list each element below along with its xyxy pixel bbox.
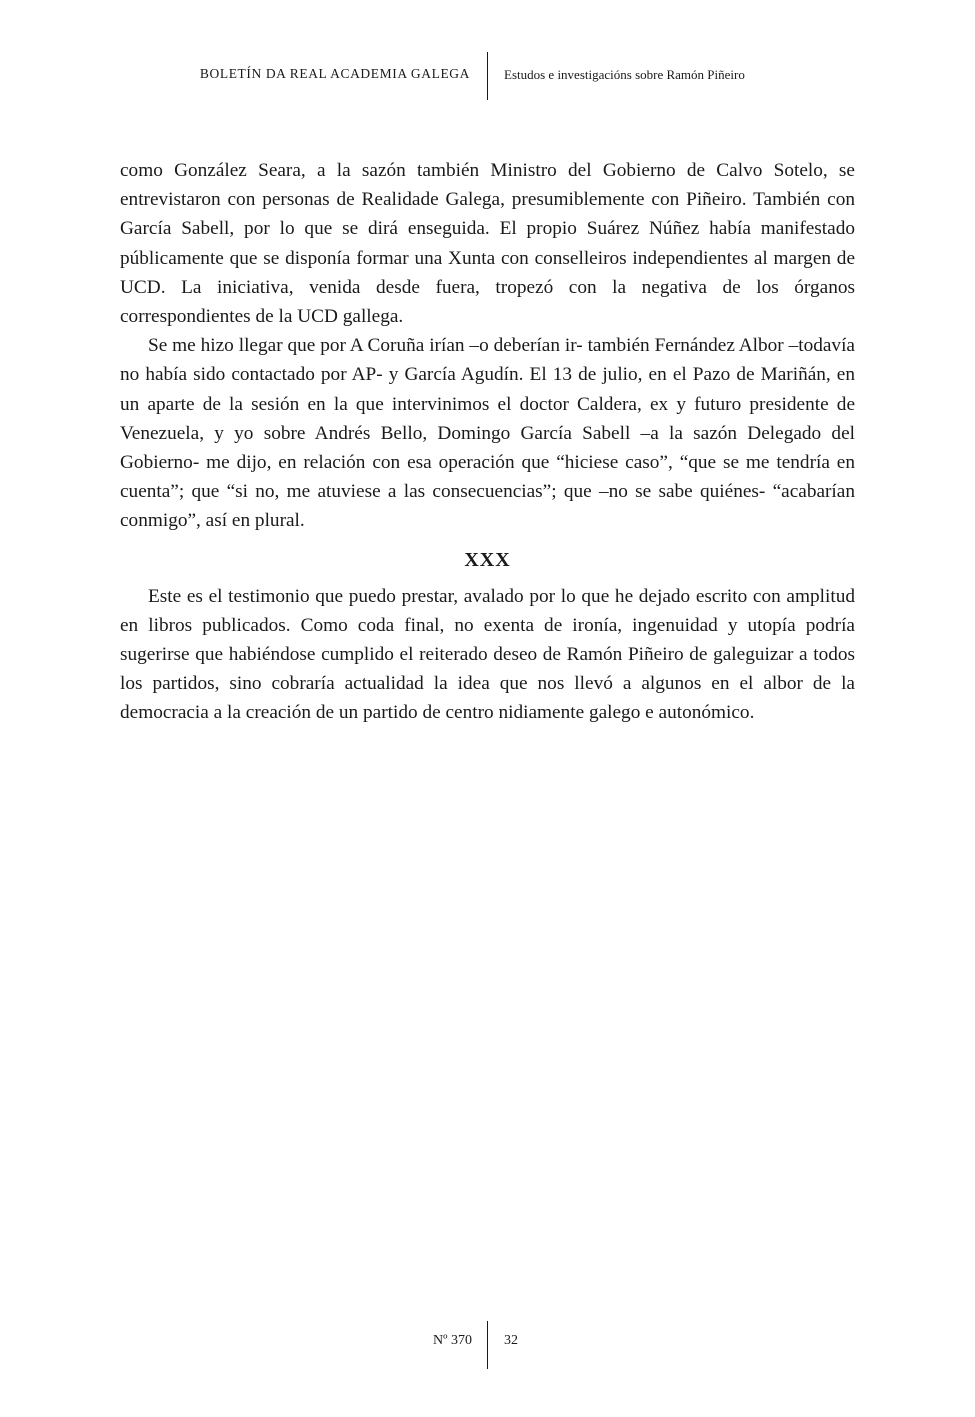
journal-title: BOLETÍN DA REAL ACADEMIA GALEGA xyxy=(199,66,470,81)
article-body xyxy=(120,156,855,728)
footer-divider xyxy=(487,1321,488,1369)
paragraph-testimony: Se me hizo llegar que por A Coruña irían –o deberían ir- también Fernández Albor –todavía no había sido contactado por AP- y García Agudín. El 13 de julio, en el Pazo de Mariñán, en un aparte de la sesión en la que intervinimos el doctor Caldera, ex y futuro presidente de Venezuela, y yo sobre Andrés Bello, Domingo García Sabell –a la sazón Delegado del Gobierno- me dijo, en relación con esa operación que “hiciese caso”, “que se me tendría en cuenta”; que “si no, me atuviese a las consecuencias”; que –no se sabe quiénes- “acabarían conmigo”, así en plural. xyxy=(120,335,855,532)
paragraph-continued: como González Seara, a la sazón también Ministro del Gobierno de Calvo Sotelo, se entrevistaron con personas de Realidade Galega, presumiblemente con Piñeiro. También con García Sabell, por lo que se dirá enseguida. El propio Suárez Núñez había manifestado públicamente que se disponía formar una Xunta con conselleiros independientes al margen de UCD. La iniciativa, venida desde fuera, tropezó con la negativa de los órganos correspondientes de la UCD gallega. xyxy=(120,160,855,328)
section-title: Estudos e investigacións sobre Ramón Piñeiro xyxy=(504,67,745,82)
header-divider xyxy=(487,52,488,100)
running-header xyxy=(0,52,975,100)
page-number: 32 xyxy=(504,1333,518,1348)
issue-number: Nº 370 xyxy=(433,1333,472,1348)
running-footer xyxy=(0,1321,975,1369)
section-heading: XXX xyxy=(464,548,511,571)
paragraph-closing: Este es el testimonio que puedo prestar, avalado por lo que he dejado escrito con amplitud en libros publicados. Como coda final, no exenta de ironía, ingenuidad y utopía podría sugerirse que habiéndose cumplido el reiterado deseo de Ramón Piñeiro de galeguizar a todos los partidos, sino cobraría actualidad la idea que nos llevó a algunos en el albor de la democracia a la creación de un partido de centro nidiamente galego e autonómico. xyxy=(120,585,855,724)
